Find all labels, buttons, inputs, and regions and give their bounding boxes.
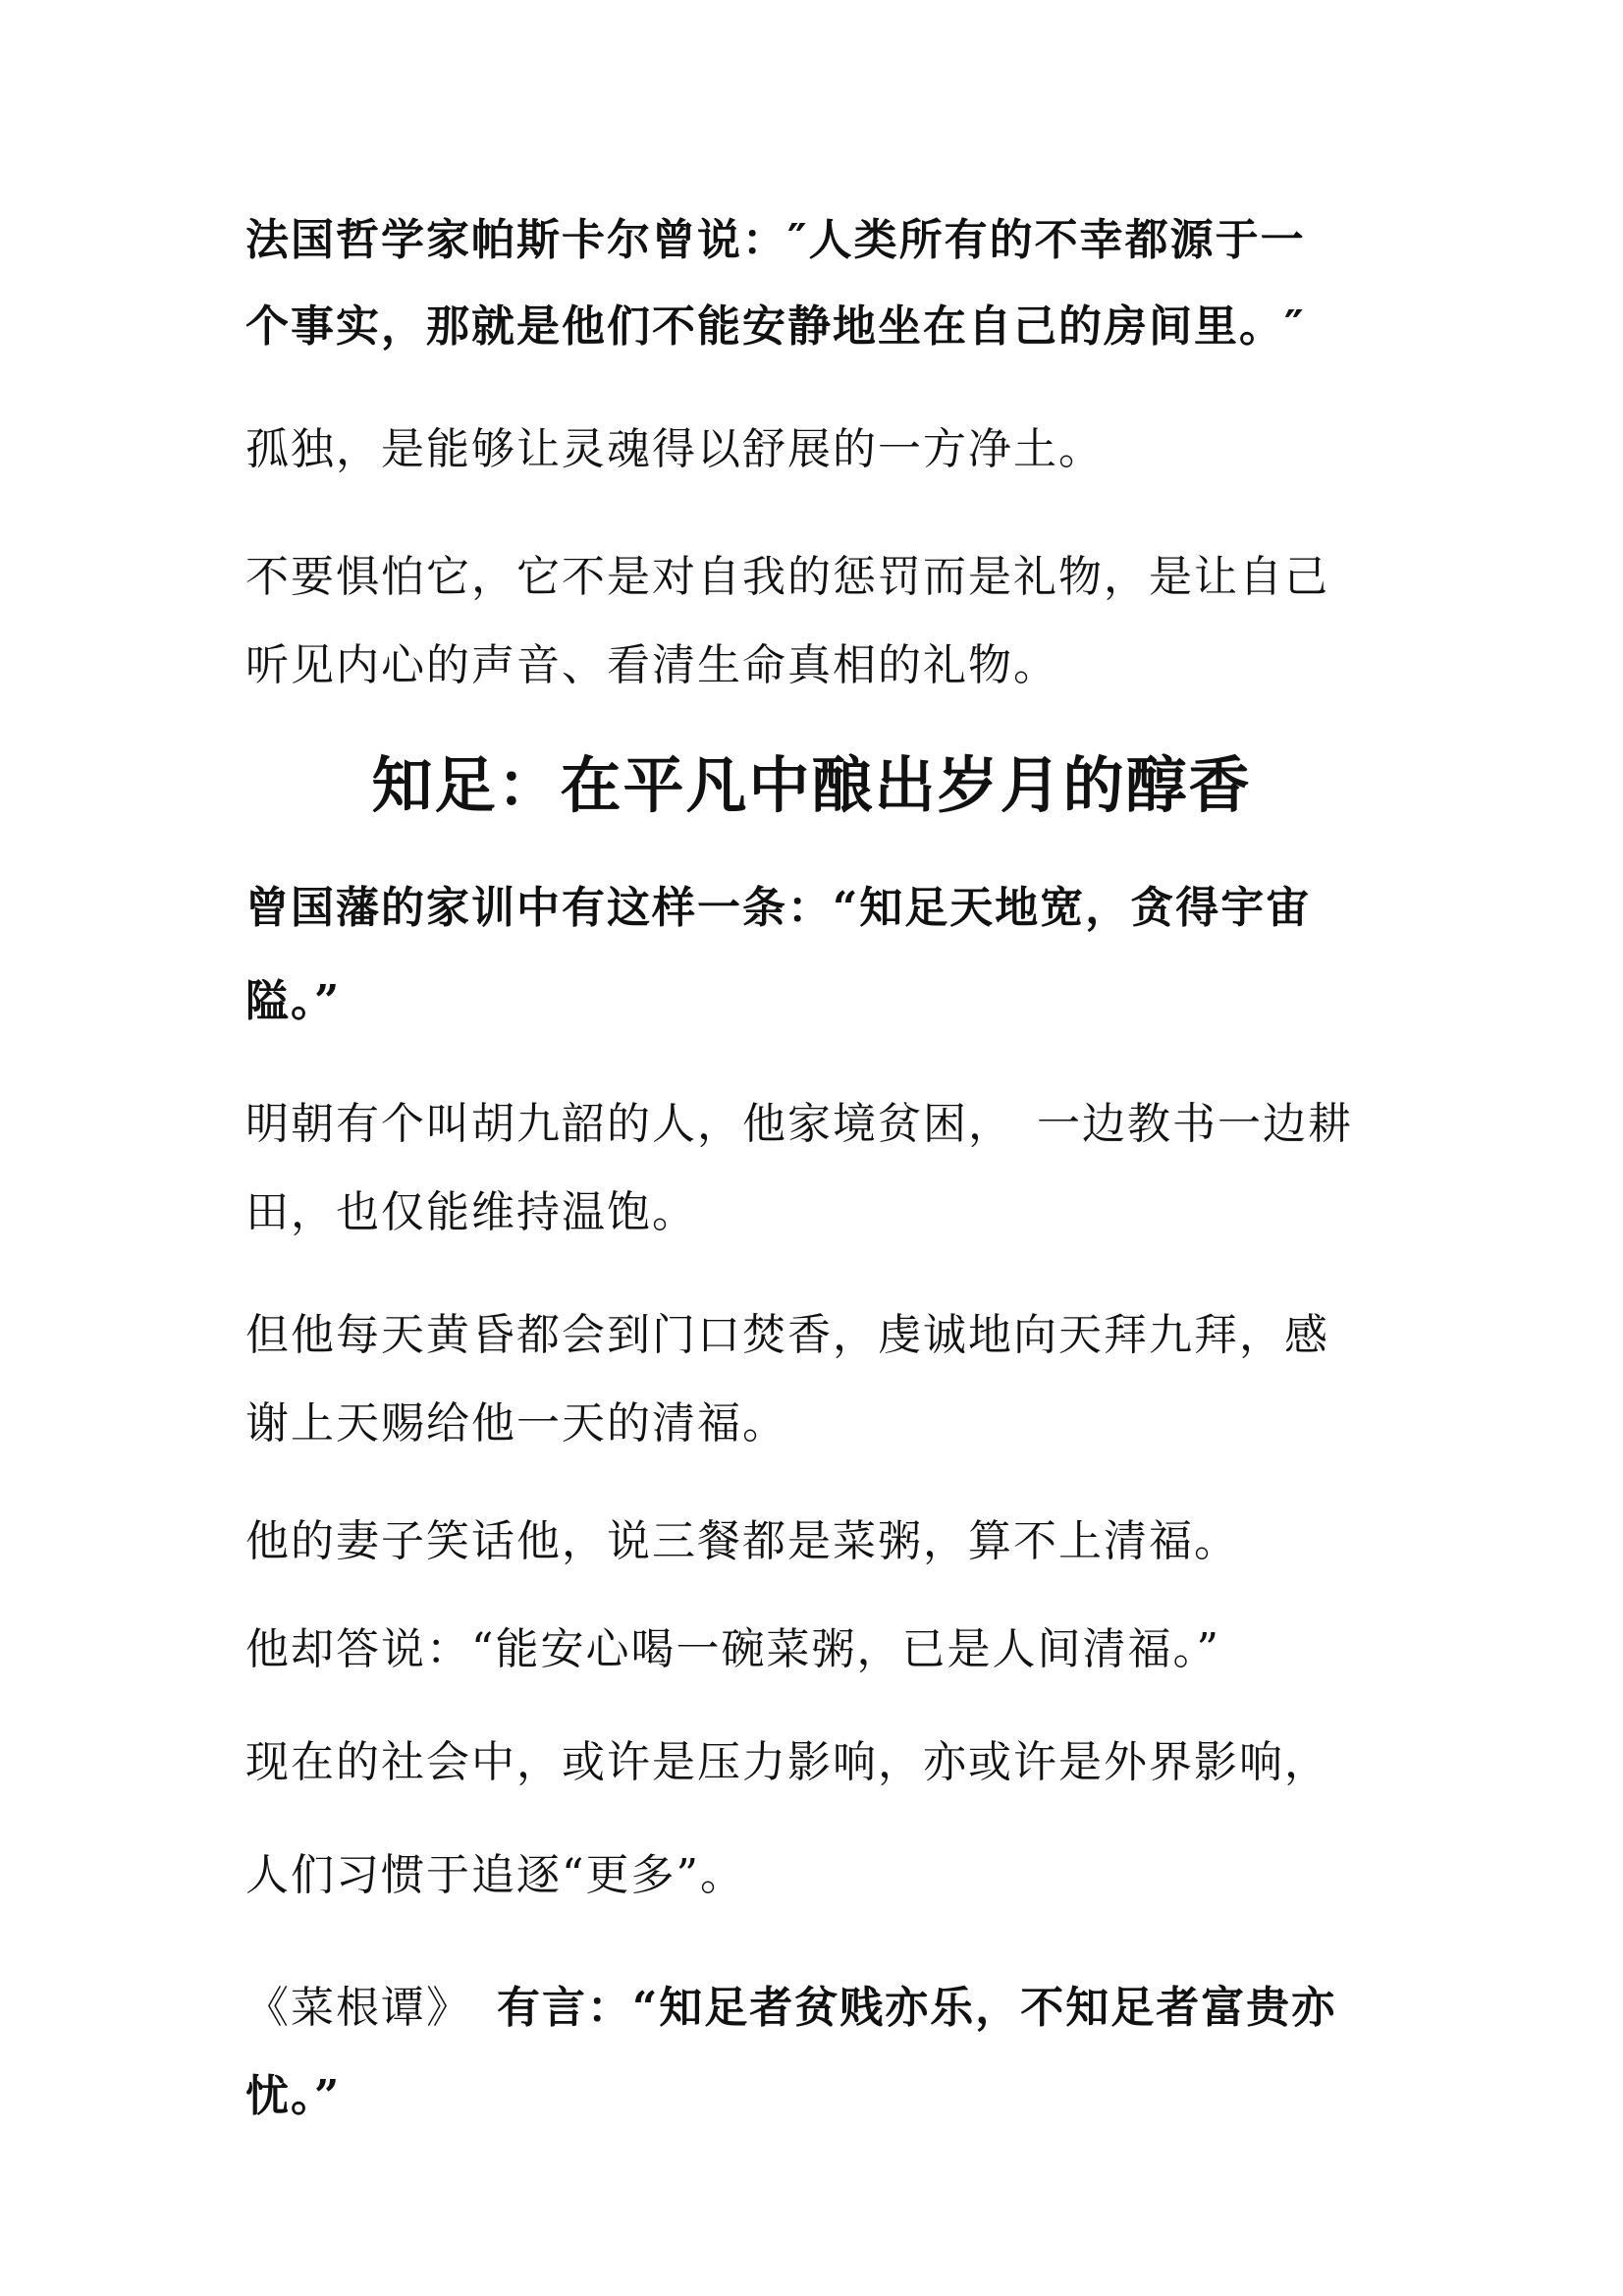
caigentan-quote-line-2: 忧。” <box>245 2071 342 2121</box>
hu-paragraph-1-line-2: 田，也仅能维持温饱。 <box>245 1187 697 1237</box>
society-paragraph-line-1: 现在的社会中，或许是压力影响，亦或许是外界影响， <box>245 1737 1329 1787</box>
caigentan-line-1 <box>245 1981 1384 2036</box>
caigentan-source: 《菜根谭》 <box>245 1983 471 2033</box>
hu-paragraph-2-line-2: 谢上天赐给他一天的清福。 <box>245 1398 787 1449</box>
gift-paragraph-line-2: 听见内心的声音、看清生命真相的礼物。 <box>245 640 1058 690</box>
wife-paragraph: 他的妻子笑话他，说三餐都是菜粥，算不上清福。 <box>245 1516 1239 1566</box>
hu-paragraph-2-line-1: 但他每天黄昏都会到门口焚香，虔诚地向天拜九拜，感 <box>245 1310 1329 1360</box>
section-heading: 知足：在平凡中酿出岁月的醇香 <box>371 749 1252 821</box>
zeng-quote-line-2: 隘。” <box>245 976 342 1026</box>
reply-paragraph: 他却答说：“能安心喝一碗菜粥，已是人间清福。” <box>245 1624 1220 1674</box>
pascal-quote-line-1: 法国哲学家帕斯卡尔曾说：″人类所有的不幸都源于一 <box>245 215 1306 265</box>
caigentan-quote-line-1: 有言：“知足者贫贱亦乐，不知足者富贵亦 <box>497 1983 1337 2033</box>
hu-paragraph-1-line-1: 明朝有个叫胡九韶的人，他家境贫困， 一边教书一边耕 <box>245 1099 1353 1149</box>
gift-paragraph-line-1: 不要惧怕它，它不是对自我的惩罚而是礼物，是让自己 <box>245 552 1329 602</box>
society-paragraph-line-2: 人们习惯于追逐“更多”。 <box>245 1850 745 1900</box>
solitude-paragraph: 孤独，是能够让灵魂得以舒展的一方净土。 <box>245 424 1104 474</box>
zeng-quote-line-1: 曾国藩的家训中有这样一条：“知足天地宽，贪得宇宙 <box>245 883 1312 933</box>
pascal-quote-line-2: 个事实，那就是他们不能安静地坐在自己的房间里。″ <box>245 301 1306 352</box>
